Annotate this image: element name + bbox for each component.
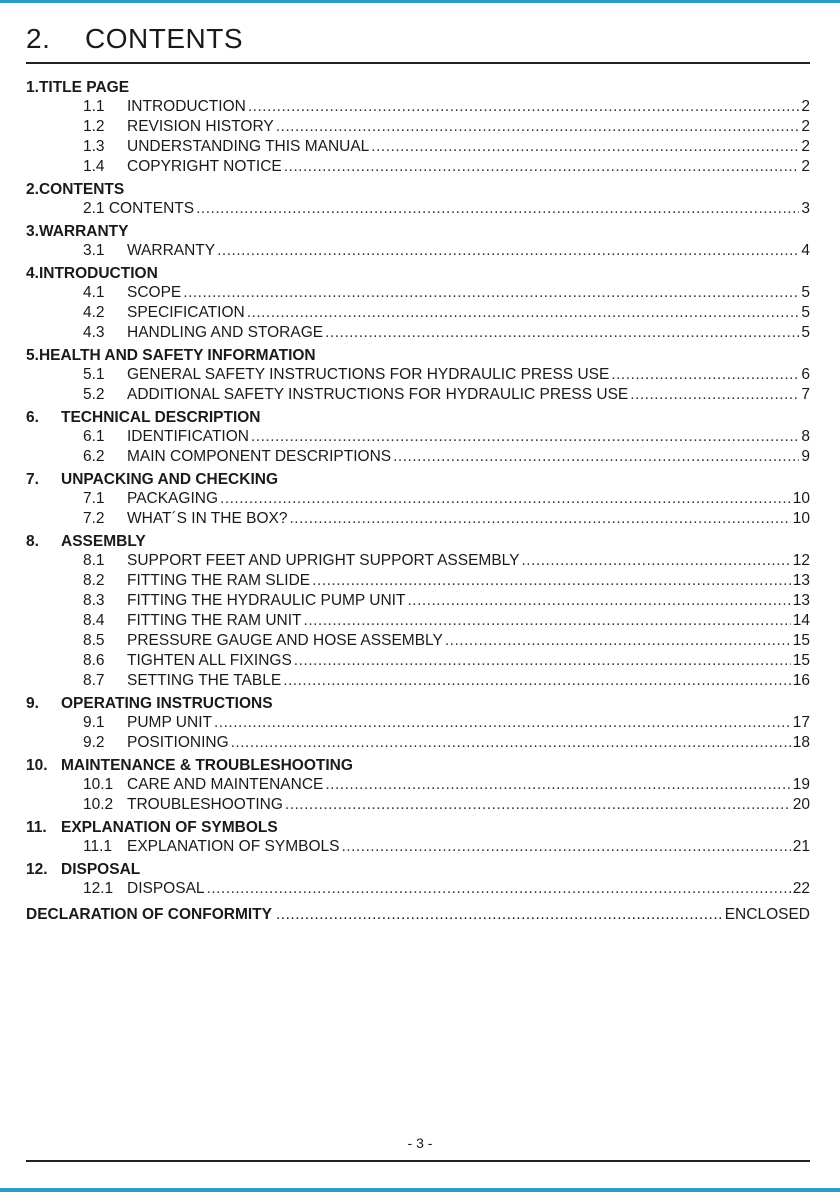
toc-entry-number: 1.3 [83, 138, 105, 155]
toc-entry-number: 6.1 [83, 428, 105, 445]
toc-entry[interactable] [26, 489, 810, 509]
toc-section-number: 4. [26, 265, 39, 282]
toc-section-heading[interactable] [26, 264, 810, 283]
dot-leader [630, 385, 799, 405]
dot-leader [217, 241, 799, 261]
toc-section-number: 10. [26, 757, 48, 774]
toc-section [26, 756, 810, 815]
toc-entry-page: 17 [792, 714, 810, 731]
toc-entry[interactable] [26, 795, 810, 815]
dot-leader [284, 157, 800, 177]
toc-entry[interactable] [26, 199, 810, 219]
toc-section [26, 264, 810, 343]
dot-leader [276, 905, 721, 925]
toc-entry[interactable] [26, 283, 810, 303]
toc-entry-title: DISPOSAL [127, 880, 205, 897]
toc-section-heading[interactable] [26, 408, 810, 427]
toc-entry-title: MAIN COMPONENT DESCRIPTIONS [127, 448, 392, 465]
toc-section-title: MAINTENANCE & TROUBLESHOOTING [61, 757, 353, 774]
dot-leader [325, 775, 790, 795]
toc-entry-title: FITTING THE RAM SLIDE [127, 572, 311, 589]
toc-entry-number: 11.1 [83, 838, 113, 855]
dot-leader [611, 365, 799, 385]
toc-entry-page: 16 [792, 672, 810, 689]
toc-entry[interactable] [26, 837, 810, 857]
toc-entry-page: 5 [801, 304, 810, 321]
toc-entry-number: 8.1 [83, 552, 105, 569]
dot-leader [407, 591, 790, 611]
toc-entry[interactable] [26, 385, 810, 405]
toc-section-number: 12. [26, 861, 48, 878]
dot-leader [251, 427, 799, 447]
toc-section-title: HEALTH AND SAFETY INFORMATION [38, 347, 316, 364]
toc-entry-number: 1.1 [83, 98, 105, 115]
toc-entry-number: 7.2 [83, 510, 105, 527]
toc-section-title: DISPOSAL [61, 861, 141, 878]
toc-entry-title: GENERAL SAFETY INSTRUCTIONS FOR HYDRAULIC PRESS USE [127, 366, 610, 383]
dot-leader [285, 795, 791, 815]
toc-entry-number: 1.2 [83, 118, 105, 135]
toc-entry-number: 10.2 [83, 796, 114, 813]
toc-entry[interactable] [26, 241, 810, 261]
toc-entry[interactable] [26, 137, 810, 157]
title-divider [26, 62, 810, 64]
toc-entry[interactable] [26, 157, 810, 177]
toc-entry[interactable] [26, 651, 810, 671]
toc-declaration-entry[interactable] [26, 905, 810, 925]
toc-entry-title: TROUBLESHOOTING [127, 796, 283, 813]
toc-entry[interactable] [26, 117, 810, 137]
toc-entry-number: 7.1 [83, 490, 105, 507]
toc-section [26, 346, 810, 405]
toc-entry[interactable] [26, 671, 810, 691]
toc-entry[interactable] [26, 365, 810, 385]
toc-section-title: TITLE PAGE [38, 79, 130, 96]
toc-entry-number: 8.3 [83, 592, 105, 609]
toc-entry-number: 1.4 [83, 158, 105, 175]
toc-entry-title: IDENTIFICATION [127, 428, 249, 445]
toc-entry[interactable] [26, 611, 810, 631]
toc-section [26, 470, 810, 529]
toc-entry-title: INTRODUCTION [127, 98, 246, 115]
toc-entry[interactable] [26, 591, 810, 611]
toc-entry-title: WHAT´S IN THE BOX? [127, 510, 288, 527]
toc-entry-page: 13 [792, 572, 810, 589]
toc-entry[interactable] [26, 97, 810, 117]
toc-section-heading[interactable] [26, 180, 810, 199]
toc-entry-title: 2.1 CONTENTS [83, 200, 195, 217]
toc-section [26, 180, 810, 219]
dot-leader [248, 97, 800, 117]
toc-entry-title: SUPPORT FEET AND UPRIGHT SUPPORT ASSEMBLY [127, 552, 520, 569]
toc-entry-page: 21 [792, 838, 810, 855]
toc-section-heading[interactable] [26, 78, 810, 97]
toc-entry-page: 20 [792, 796, 810, 813]
toc-entry-title: TIGHTEN ALL FIXINGS [127, 652, 292, 669]
toc-section-number: 7. [26, 471, 39, 488]
toc-entry-number: 5.1 [83, 366, 105, 383]
page-number: - 3 - [407, 1135, 433, 1151]
toc-entry-number: 3.1 [83, 242, 105, 259]
dot-leader [371, 137, 799, 157]
toc-entry-page: 5 [801, 284, 810, 301]
dot-leader [276, 117, 800, 137]
toc-entry-number: 12.1 [83, 880, 114, 897]
toc-entry-page: 6 [801, 366, 810, 383]
toc-section-number: 6. [26, 409, 39, 426]
toc-entry-title: FITTING THE RAM UNIT [127, 612, 302, 629]
toc-entry-number: 10.1 [83, 776, 114, 793]
toc-entry-number: 5.2 [83, 386, 105, 403]
toc-entry[interactable] [26, 551, 810, 571]
dot-leader [231, 733, 791, 753]
toc-entry-page: 2 [801, 118, 810, 135]
footer-divider [26, 1160, 810, 1162]
toc-entry-title: EXPLANATION OF SYMBOLS [127, 838, 340, 855]
toc-section-heading[interactable] [26, 756, 810, 775]
toc-entry[interactable] [26, 323, 810, 343]
toc-entry-title: ADDITIONAL SAFETY INSTRUCTIONS FOR HYDRAULIC PRESS USE [127, 386, 629, 403]
toc-section-number: 3. [26, 223, 39, 240]
toc-section-title: ASSEMBLY [61, 533, 146, 550]
toc-entry-number: 8.5 [83, 632, 105, 649]
toc-entry-title: UNDERSTANDING THIS MANUAL [127, 138, 370, 155]
table-of-contents [26, 78, 810, 925]
toc-entry[interactable] [26, 509, 810, 529]
toc-section-heading[interactable] [26, 860, 810, 879]
toc-entry-number: 8.7 [83, 672, 105, 689]
toc-entry-number: 8.6 [83, 652, 105, 669]
toc-entry-title: COPYRIGHT NOTICE [127, 158, 282, 175]
toc-entry-page: 3 [801, 200, 810, 217]
declaration-page: ENCLOSED [724, 906, 810, 923]
toc-section [26, 818, 810, 857]
toc-entry-page: 22 [792, 880, 810, 897]
toc-entry[interactable] [26, 713, 810, 733]
toc-entry-title: SPECIFICATION [127, 304, 245, 321]
dot-leader [214, 713, 791, 733]
toc-entry-title: POSITIONING [127, 734, 229, 751]
toc-entry-title: PRESSURE GAUGE AND HOSE ASSEMBLY [127, 632, 443, 649]
toc-section [26, 532, 810, 691]
toc-entry-page: 14 [792, 612, 810, 629]
dot-leader [522, 551, 791, 571]
toc-entry-number: 9.1 [83, 714, 105, 731]
dot-leader [196, 199, 799, 219]
toc-section-title: OPERATING INSTRUCTIONS [61, 695, 273, 712]
toc-entry-page: 19 [792, 776, 810, 793]
toc-section-title: INTRODUCTION [38, 265, 158, 282]
toc-entry-page: 2 [801, 158, 810, 175]
toc-section-number: 2. [26, 181, 39, 198]
toc-entry-page: 2 [801, 98, 810, 115]
toc-entry-title: SCOPE [127, 284, 182, 301]
page-title [26, 20, 810, 58]
toc-entry[interactable] [26, 303, 810, 323]
toc-entry-title: CARE AND MAINTENANCE [127, 776, 324, 793]
toc-section-number: 1. [26, 79, 39, 96]
toc-entry[interactable] [26, 427, 810, 447]
page-title-number: 2. [26, 23, 51, 54]
toc-entry-page: 8 [801, 428, 810, 445]
toc-entry-number: 4.3 [83, 324, 105, 341]
toc-section-title: CONTENTS [38, 181, 125, 198]
toc-section [26, 408, 810, 467]
dot-leader [304, 611, 791, 631]
dot-leader [294, 651, 791, 671]
dot-leader [183, 283, 799, 303]
toc-section-heading[interactable] [26, 470, 810, 489]
toc-entry-page: 5 [801, 324, 810, 341]
toc-section [26, 694, 810, 753]
toc-section [26, 222, 810, 261]
dot-leader [393, 447, 799, 467]
toc-entry-number: 6.2 [83, 448, 105, 465]
toc-section [26, 860, 810, 899]
toc-entry-page: 15 [792, 652, 810, 669]
toc-section-title: TECHNICAL DESCRIPTION [61, 409, 261, 426]
toc-entry-page: 18 [792, 734, 810, 751]
toc-entry[interactable] [26, 879, 810, 899]
dot-leader [325, 323, 799, 343]
toc-entry-page: 15 [792, 632, 810, 649]
page-title-text: CONTENTS [85, 23, 243, 54]
toc-entry[interactable] [26, 571, 810, 591]
toc-entry-page: 7 [801, 386, 810, 403]
dot-leader [283, 671, 791, 691]
toc-section-heading[interactable] [26, 532, 810, 551]
toc-entry-title: PUMP UNIT [127, 714, 212, 731]
toc-entry-title: SETTING THE TABLE [127, 672, 282, 689]
toc-section-title: UNPACKING AND CHECKING [61, 471, 278, 488]
toc-entry-page: 2 [801, 138, 810, 155]
toc-entry-page: 10 [792, 510, 810, 527]
toc-entry-page: 10 [792, 490, 810, 507]
toc-entry-page: 12 [792, 552, 810, 569]
dot-leader [247, 303, 800, 323]
toc-entry[interactable] [26, 775, 810, 795]
toc-entry[interactable] [26, 631, 810, 651]
dot-leader [207, 879, 791, 899]
toc-section [26, 78, 810, 177]
toc-entry-title: PACKAGING [127, 490, 219, 507]
toc-entry-number: 9.2 [83, 734, 105, 751]
toc-entry-number: 4.2 [83, 304, 105, 321]
dot-leader [445, 631, 791, 651]
toc-section-heading[interactable] [26, 818, 810, 837]
toc-section-heading[interactable] [26, 346, 810, 365]
toc-entry-title: WARRANTY [127, 242, 216, 259]
toc-entry-title: REVISION HISTORY [127, 118, 274, 135]
toc-entry-number: 4.1 [83, 284, 105, 301]
toc-section-number: 8. [26, 533, 39, 550]
dot-leader [341, 837, 790, 857]
toc-section-number: 11. [26, 819, 47, 836]
bottom-accent-bar [0, 1188, 840, 1192]
toc-entry-number: 8.4 [83, 612, 105, 629]
toc-entry-title: HANDLING AND STORAGE [127, 324, 324, 341]
toc-section-number: 5. [26, 347, 39, 364]
top-accent-bar [0, 0, 840, 3]
toc-section-title: EXPLANATION OF SYMBOLS [61, 819, 278, 836]
toc-entry[interactable] [26, 447, 810, 467]
toc-entry-title: FITTING THE HYDRAULIC PUMP UNIT [127, 592, 406, 609]
toc-entry[interactable] [26, 733, 810, 753]
toc-section-title: WARRANTY [38, 223, 129, 240]
dot-leader [289, 509, 790, 529]
toc-entry-page: 4 [801, 242, 810, 259]
toc-entry-page: 9 [801, 448, 810, 465]
toc-section-heading[interactable] [26, 222, 810, 241]
dot-leader [312, 571, 791, 591]
toc-section-number: 9. [26, 695, 39, 712]
dot-leader [220, 489, 791, 509]
toc-entry-page: 13 [792, 592, 810, 609]
declaration-title: DECLARATION OF CONFORMITY [26, 906, 272, 923]
toc-entry-number: 8.2 [83, 572, 105, 589]
toc-section-heading[interactable] [26, 694, 810, 713]
